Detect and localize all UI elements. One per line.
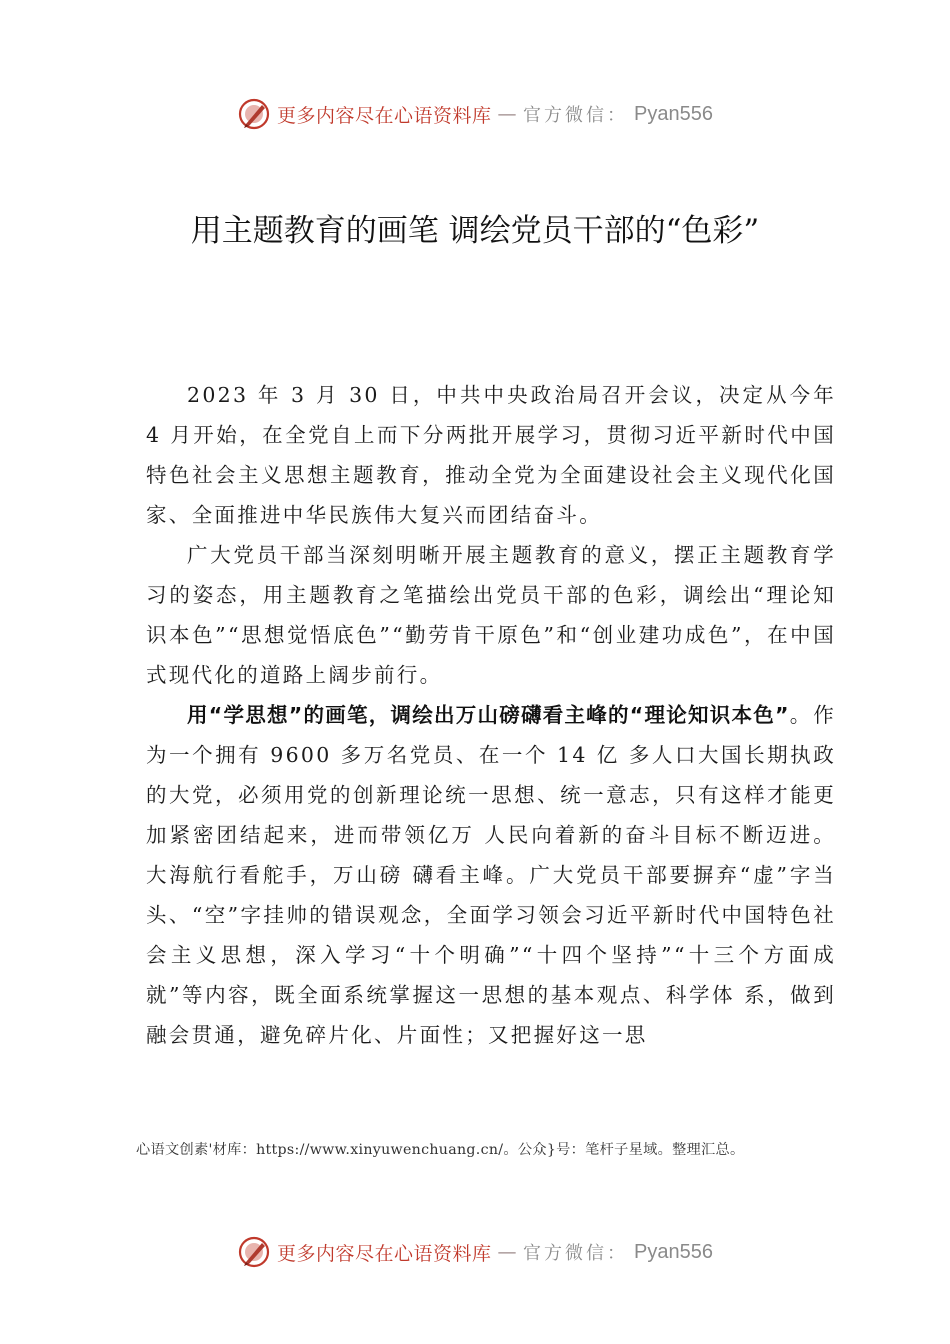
paragraph-text: 广大党员干部当深刻明晰开展主题教育的意义，摆正主题教育学习的姿态，用主题教育之笔描绘出党员干部的色彩，调绘出“理论知识本色”“思想觉悟底色”“勤劳肯干原色”和“创业建功成色”，在中国式现代化的道路上阔步前行。 xyxy=(146,543,836,687)
banner-wechat-id: Pyan556 xyxy=(634,1240,713,1263)
pen-logo-icon xyxy=(237,97,271,131)
paragraph-text: 。作为一个拥有 9600 多万名党员、在一个 14 亿 多人口大国长期执政的大党，必须用党的创新理论统一思想、统一意志，只有这样才能更加紧密团结起来，进而带领亿万 人民向着新的奋斗目标不断迈进。大海航行看舵手，万山磅 礴看主峰。广大党员干部要摒弃“虚”字当头、“空”字挂帅的错误观念，全面学习领会习近平新时代中国特色社会主义思想，深入学习“十个明确”“十四个坚持”“十三个方面成 就”等内容，既全面系统掌握这一思想的基本观点、科学体 系，做到融会贯通，避免碎片化、片面性；又把握好这一思 xyxy=(146,703,836,1047)
banner-slogan: 更多内容尽在心语资料库 xyxy=(277,1242,492,1265)
banner-dash: — xyxy=(497,1241,518,1263)
paragraph-text: 2023 年 3 月 30 日，中共中央政治局召开会议，决定从今年 4 月开始，在全党自上而下分两批开展学习，贯彻习近平新时代中国特色社会主义思想主题教育，推动全党为全面建设社会主义现代化国家、全面推进中华民族伟大复兴而团结奋斗。 xyxy=(146,383,836,527)
pen-logo-icon xyxy=(237,1235,271,1269)
banner-slogan: 更多内容尽在心语资料库 xyxy=(277,104,492,127)
document-body xyxy=(146,375,836,1055)
paragraph-intro xyxy=(146,375,836,535)
header-banner xyxy=(0,94,950,134)
document-title: 用主题教育的画笔 调绘党员干部的“色彩” xyxy=(190,213,760,249)
banner-wechat-label: 官方微信： xyxy=(523,1243,629,1264)
footer-banner xyxy=(0,1232,950,1272)
banner-dash: — xyxy=(497,103,518,125)
banner-wechat-id: Pyan556 xyxy=(634,102,713,125)
paragraph-theory xyxy=(146,695,836,1055)
source-note: 心语文创素'材库：https://www.xinyuwenchuang.cn/。公众}号：笔杆子星域。整理汇总。 xyxy=(136,1142,745,1158)
paragraph-bold-lead: 用“学思想”的画笔，调绘出万山磅礴看主峰的“理论知识本色” xyxy=(187,703,790,727)
paragraph-significance xyxy=(146,535,836,695)
banner-wechat-label: 官方微信： xyxy=(523,105,629,126)
